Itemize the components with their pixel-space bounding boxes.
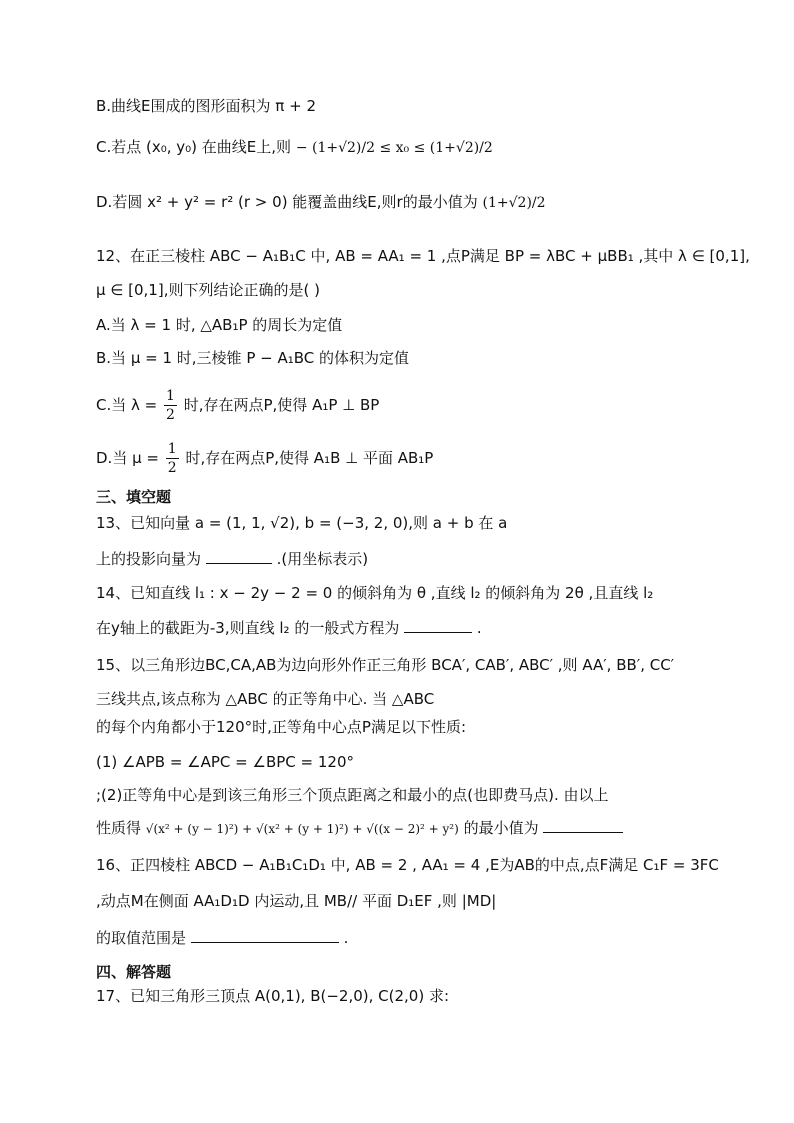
q16-line1 (96, 855, 719, 875)
q15-line2 (96, 689, 434, 709)
q12-b-text: B.当 μ = 1 时,三棱锥 P − A₁BC 的体积为定值 (96, 349, 410, 367)
q12-a-text: A.当 λ = 1 时, △AB₁P 的周长为定值 (96, 316, 343, 334)
answer-blank[interactable] (543, 818, 623, 833)
answer-blank[interactable] (191, 928, 339, 943)
q15-stem-2: 三线共点,该点称为 △ABC 的正等角中心. 当 △ABC (96, 690, 435, 708)
q12-d-text: 时,存在两点P,使得 A₁B ⊥ 平面 AB₁P (185, 449, 434, 467)
q14-stem: 14、已知直线 l₁ : x − 2y − 2 = 0 的倾斜角为 θ ,直线 l₂ 的倾斜角为 2θ ,且直线 l₂ (96, 584, 654, 602)
q17-line1 (96, 986, 449, 1006)
q14-line1 (96, 583, 653, 603)
q13-label: 上的投影向量为 (96, 550, 202, 568)
q13-line1 (96, 513, 507, 533)
option-c-formula: − (1+√2)/2 ≤ x₀ ≤ (1+√2)/2 (295, 140, 493, 156)
q17-stem: 17、已知三角形三顶点 A(0,1), B(−2,0), C(2,0) 求: (96, 987, 450, 1005)
q13-note: .(用坐标表示) (276, 550, 369, 568)
q16-stem-2: ,动点M在侧面 AA₁D₁D 内运动,且 MB// 平面 D₁EF ,则 |MD| (96, 892, 497, 910)
q12-option-c (96, 387, 379, 424)
q16-line3 (96, 928, 348, 948)
q15-formula: √(x² + (y − 1)²) + √(x² + (y + 1)²) + √((x − 2)² + y²) (145, 822, 459, 836)
q15-property-1: (1) ∠APB = ∠APC = ∠BPC = 120° (96, 753, 354, 771)
option-c-label: C.若点 (x₀, y₀) 在曲线E上,则 (96, 138, 292, 156)
option-d-label: D.若圆 x² + y² = r² (r > 0) 能覆盖曲线E,则r的最小值为 (96, 193, 478, 211)
q12-option-b (96, 348, 409, 368)
q16-period: . (343, 929, 349, 947)
q15-line1 (96, 655, 674, 675)
fraction-half: $\frac{1}{2}$ (166, 388, 175, 423)
q15-line4 (96, 752, 354, 772)
q14-line2 (96, 618, 482, 638)
option-c-range (96, 137, 493, 158)
option-b-text: B.曲线E围成的图形面积为 π + 2 (96, 97, 316, 115)
section-heading-fill-in: 三、填空题 (96, 488, 172, 506)
q12-line1 (96, 246, 750, 266)
q12-c-text: 时,存在两点P,使得 A₁P ⊥ BP (183, 396, 380, 414)
q13-line2 (96, 549, 368, 569)
q12-stem: 12、在正三棱柱 ABC − A₁B₁C 中, AB = AA₁ = 1 ,点P满足 BP = λBC + μBB₁ ,其中 λ ∈ [0,1], (96, 247, 750, 265)
option-b-area (96, 96, 316, 116)
q12-d-label: D.当 μ = (96, 449, 159, 467)
q12-option-a (96, 315, 342, 335)
q12-line2 (96, 280, 320, 300)
q15-stem: 15、以三角形边BC,CA,AB为边向形外作正三角形 BCA′, CAB′, ABC′ ,则 AA′, BB′, CC′ (96, 656, 675, 674)
q12-stem-cont: μ ∈ [0,1],则下列结论正确的是( ) (96, 281, 320, 299)
section-heading-answers: 四、解答题 (96, 963, 172, 981)
q16-label: 的取值范围是 (96, 929, 187, 947)
answer-blank[interactable] (404, 618, 472, 633)
q15-line6 (96, 818, 623, 839)
q14-label: 在y轴上的截距为-3,则直线 l₂ 的一般式方程为 (96, 619, 400, 637)
option-d-formula: (1+√2)/2 (482, 195, 546, 211)
q12-c-label: C.当 λ = (96, 396, 158, 414)
q15-line5 (96, 785, 609, 805)
q13-stem: 13、已知向量 a = (1, 1, √2), b = (−3, 2, 0),则 a + b 在 a (96, 514, 508, 532)
q15-line3 (96, 717, 466, 737)
q15-stem-3: 的每个内角都小于120°时,正等角中心点P满足以下性质: (96, 718, 466, 736)
q16-stem: 16、正四棱柱 ABCD − A₁B₁C₁D₁ 中, AB = 2 , AA₁ = 4 ,E为AB的中点,点F满足 C₁F = 3FC (96, 856, 719, 874)
q15-label-2: 的最小值为 (463, 819, 539, 837)
q15-property-2: ;(2)正等角中心是到该三角形三个顶点距离之和最小的点(也即费马点). 由以上 (96, 786, 609, 804)
q12-option-d (96, 440, 433, 477)
q16-line2 (96, 891, 496, 911)
fraction-half: $\frac{1}{2}$ (167, 441, 177, 476)
answer-blank[interactable] (206, 549, 272, 564)
q14-period: . (476, 619, 482, 637)
option-d-circle (96, 192, 546, 213)
q15-label: 性质得 (96, 819, 142, 837)
